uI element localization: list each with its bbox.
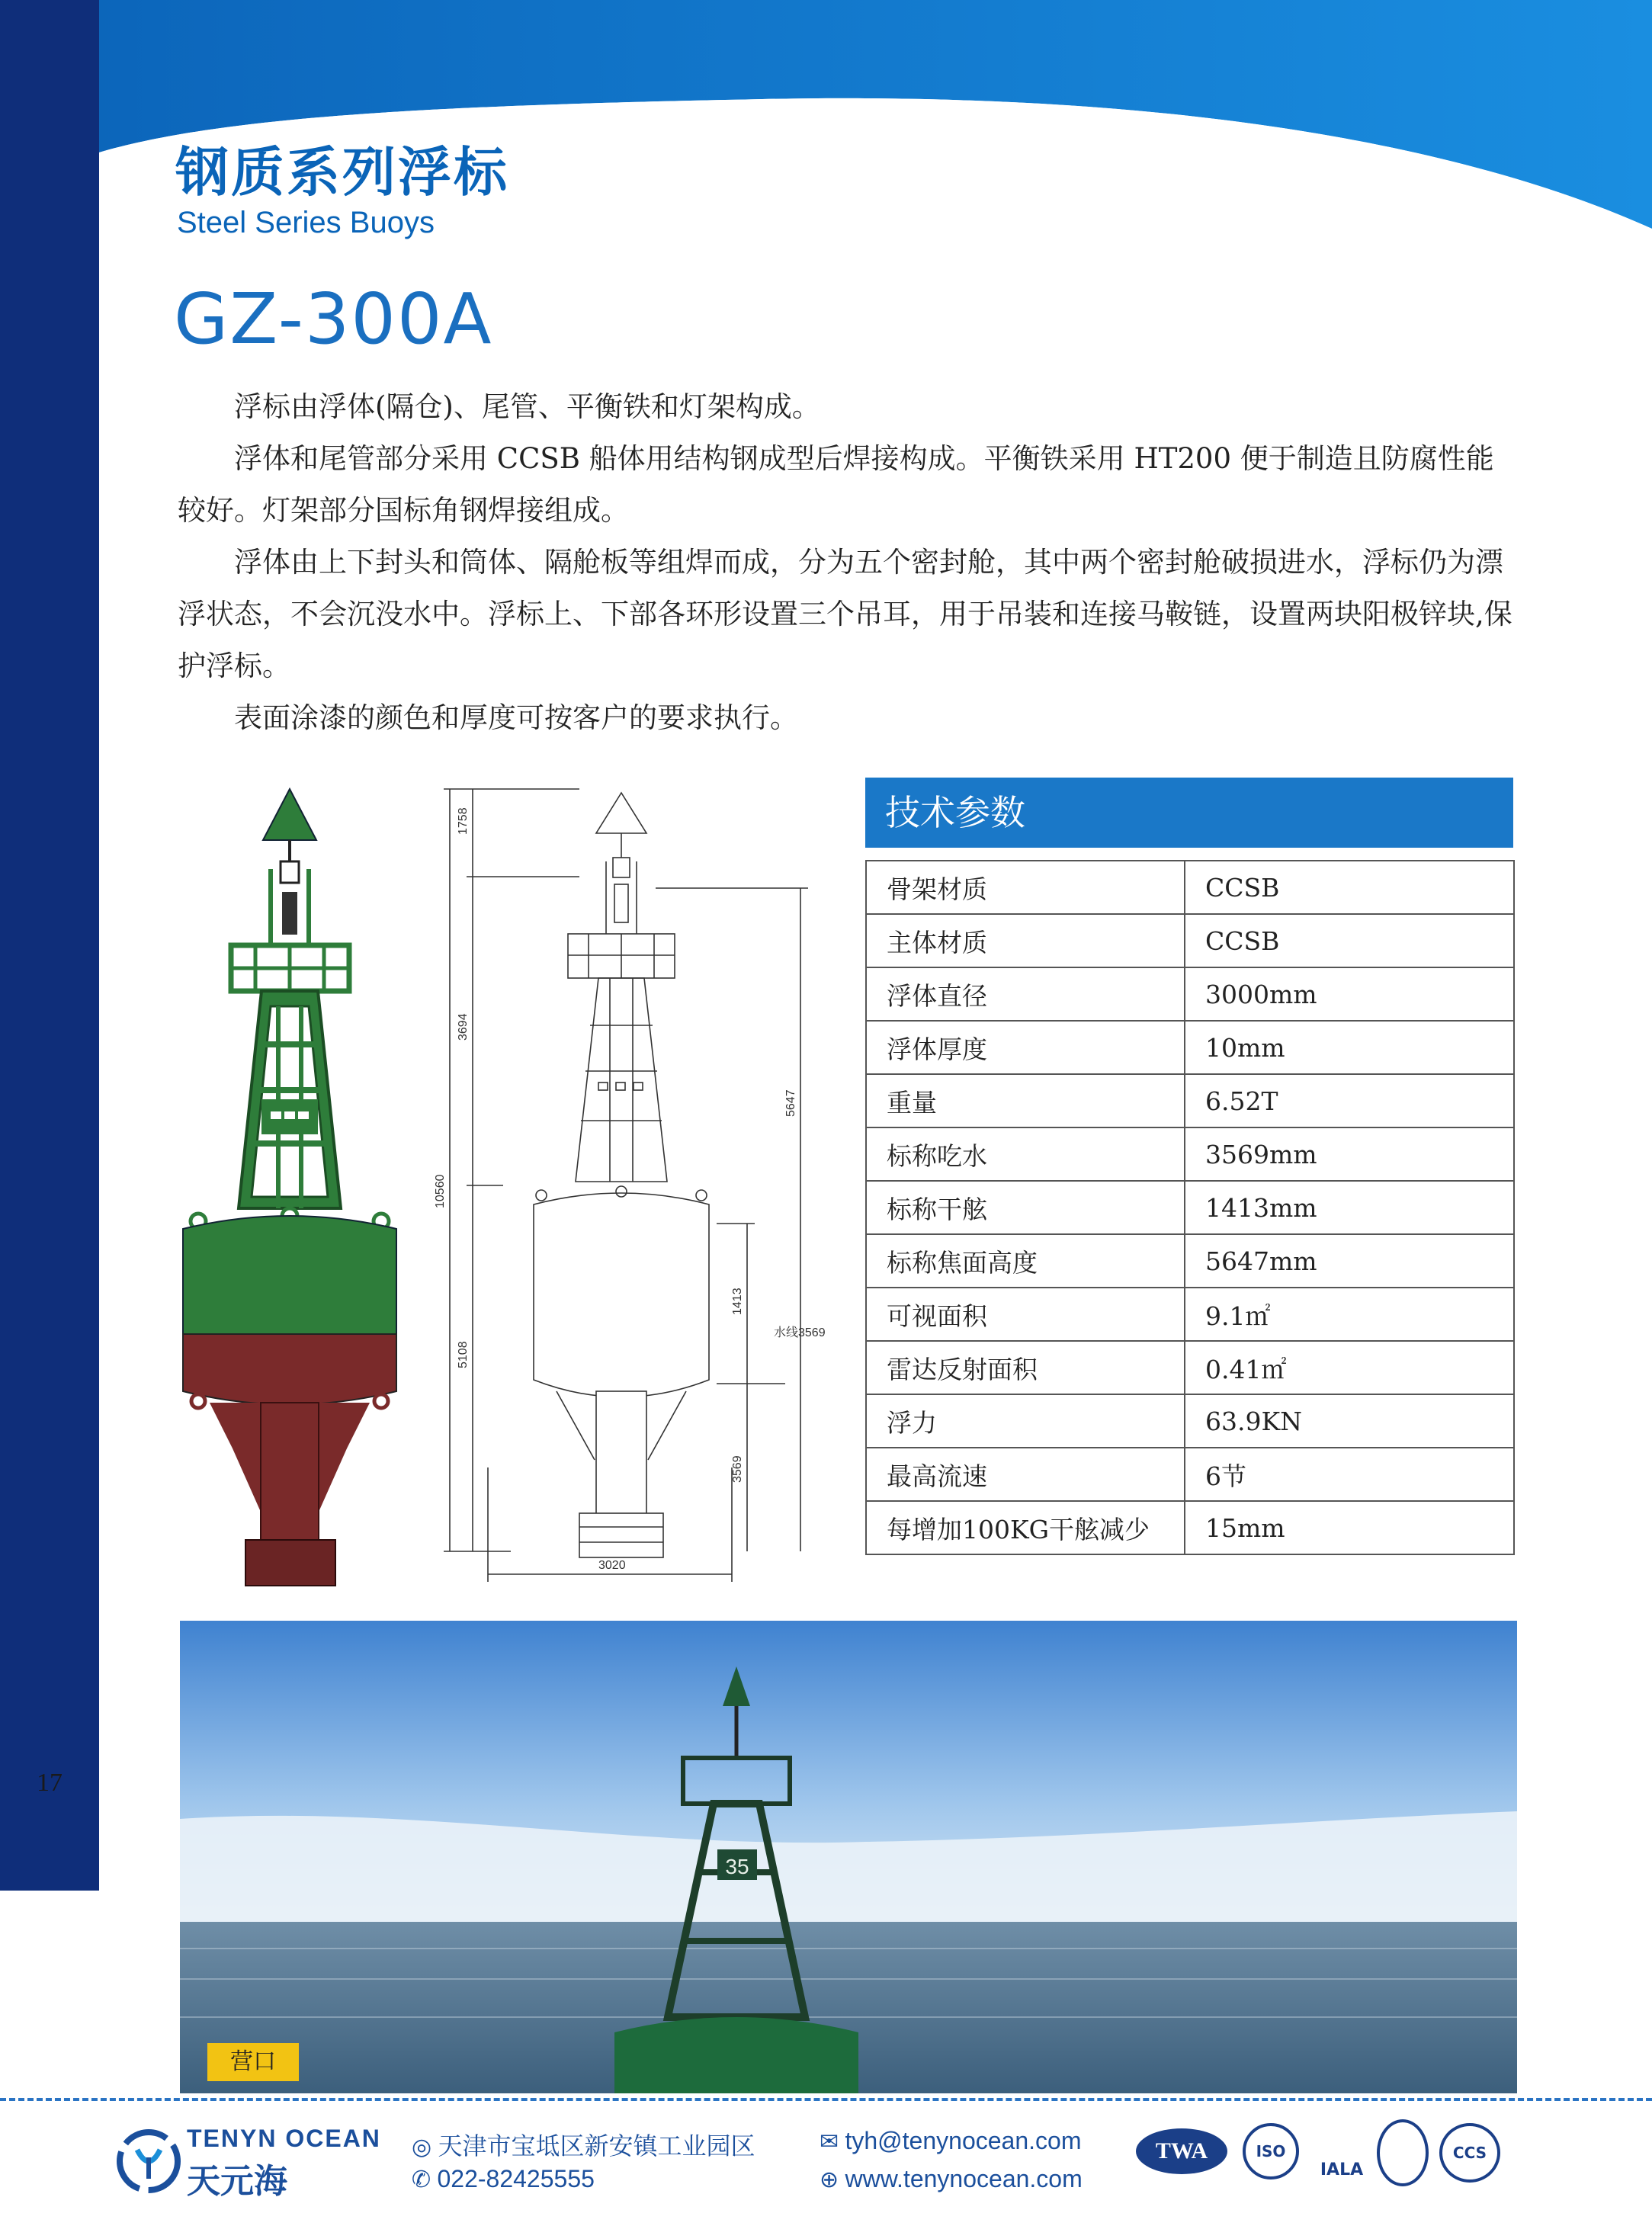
spec-row <box>866 914 1514 967</box>
spec-value: 6.52T <box>1185 1074 1514 1127</box>
spec-row <box>866 967 1514 1021</box>
spec-row <box>866 861 1514 914</box>
phone-text: 022-82425555 <box>437 2165 595 2192</box>
spec-value: 1413mm <box>1185 1181 1514 1234</box>
brand-logo-icon <box>114 2127 183 2196</box>
spec-value: 3000mm <box>1185 967 1514 1021</box>
title-chinese: 钢质系列浮标 <box>175 141 509 204</box>
description-paragraph: 浮标由浮体(隔仓)、尾管、平衡铁和灯架构成。 <box>234 390 820 423</box>
email[interactable] <box>820 2127 1081 2155</box>
spec-value: CCSB <box>1185 861 1514 914</box>
address-text: 天津市宝坻区新安镇工业园区 <box>438 2132 755 2160</box>
spec-value: 6节 <box>1185 1448 1514 1501</box>
specs-heading: 技术参数 <box>865 778 1513 848</box>
phone <box>412 2165 595 2193</box>
spec-value: 9.1㎡ <box>1185 1288 1514 1341</box>
dim-label: 1758 <box>457 807 470 835</box>
spec-row <box>866 1234 1514 1288</box>
spec-value: CCSB <box>1185 914 1514 967</box>
waterline-label: 水线3569 <box>774 1326 826 1339</box>
spec-key: 可视面积 <box>866 1288 1185 1341</box>
description <box>178 381 1516 744</box>
website-text[interactable]: www.tenynocean.com <box>845 2165 1083 2192</box>
buoy-color-illustration <box>172 785 423 1593</box>
email-text[interactable]: tyh@tenynocean.com <box>845 2127 1082 2154</box>
spec-key: 雷达反射面积 <box>866 1341 1185 1394</box>
iala-badge: IALA <box>1320 2160 1364 2179</box>
spec-row <box>866 1501 1514 1554</box>
buoy-number: 35 <box>725 1855 749 1878</box>
phone-icon: ✆ <box>412 2167 438 2192</box>
side-bar <box>0 0 99 1891</box>
buoy-technical-drawing <box>427 781 831 1589</box>
page-number: 17 <box>37 1769 63 1797</box>
dim-label: 10560 <box>434 1174 447 1208</box>
title-english: Steel Series Buoys <box>177 206 435 239</box>
twa-badge: TWA <box>1136 2128 1227 2174</box>
spec-value: 10mm <box>1185 1021 1514 1074</box>
footer-divider <box>0 2098 1652 2101</box>
location-label: 营口 <box>207 2043 299 2081</box>
ccs-badge: CCS <box>1439 2123 1500 2183</box>
iso-badge: ISO <box>1243 2123 1299 2179</box>
mail-icon: ✉ <box>820 2129 845 2154</box>
specs-table <box>865 860 1515 1555</box>
dim-label: 3569 <box>731 1455 744 1483</box>
spec-key: 每增加100KG干舷减少 <box>866 1501 1185 1554</box>
globe-icon: ⊕ <box>820 2167 845 2192</box>
spec-row <box>866 1288 1514 1341</box>
spec-key: 浮体直径 <box>866 967 1185 1021</box>
spec-key: 主体材质 <box>866 914 1185 967</box>
spec-row <box>866 1074 1514 1127</box>
spec-key: 重量 <box>866 1074 1185 1127</box>
spec-value: 63.9KN <box>1185 1394 1514 1448</box>
spec-value: 15mm <box>1185 1501 1514 1554</box>
anchor-emblem-icon <box>1377 2119 1429 2186</box>
dim-label: 3020 <box>598 1559 626 1572</box>
dim-label: 1413 <box>731 1288 744 1315</box>
spec-value: 3569mm <box>1185 1127 1514 1181</box>
spec-key: 最高流速 <box>866 1448 1185 1501</box>
spec-row <box>866 1127 1514 1181</box>
dim-label: 3694 <box>457 1013 470 1041</box>
spec-row <box>866 1341 1514 1394</box>
description-paragraph: 表面涂漆的颜色和厚度可按客户的要求执行。 <box>234 701 798 734</box>
spec-key: 标称焦面高度 <box>866 1234 1185 1288</box>
spec-row <box>866 1394 1514 1448</box>
spec-key: 浮体厚度 <box>866 1021 1185 1074</box>
spec-row <box>866 1181 1514 1234</box>
spec-row <box>866 1021 1514 1074</box>
description-paragraph: 浮体和尾管部分采用 CCSB 船体用结构钢成型后焊接构成。平衡铁采用 HT200 便于制造且防腐性能较好。灯架部分国标角钢焊接组成。 <box>178 442 1494 527</box>
spec-row <box>866 1448 1514 1501</box>
location-pin-icon: ◎ <box>412 2135 438 2160</box>
website[interactable] <box>820 2165 1083 2193</box>
spec-key: 标称干舷 <box>866 1181 1185 1234</box>
brand-name-english: TENYN OCEAN <box>187 2125 381 2152</box>
brand-name-chinese: 天元海 <box>187 2162 287 2201</box>
address <box>412 2127 755 2162</box>
spec-key: 骨架材质 <box>866 861 1185 914</box>
description-paragraph: 浮体由上下封头和筒体、隔舱板等组焊而成，分为五个密封舱，其中两个密封舱破损进水，浮标仍为漂浮状态，不会沉没水中。浮标上、下部各环形设置三个吊耳，用于吊装和连接马鞍链，设置两块阳极锌块,保护浮标。 <box>178 546 1512 682</box>
spec-key: 标称吃水 <box>866 1127 1185 1181</box>
spec-value: 5647mm <box>1185 1234 1514 1288</box>
model-number: GZ-300A <box>174 278 493 360</box>
spec-key: 浮力 <box>866 1394 1185 1448</box>
dim-label: 5647 <box>784 1089 797 1117</box>
spec-value: 0.41㎡ <box>1185 1341 1514 1394</box>
dim-label: 5108 <box>457 1341 470 1368</box>
buoy-photo <box>180 1621 1517 2093</box>
